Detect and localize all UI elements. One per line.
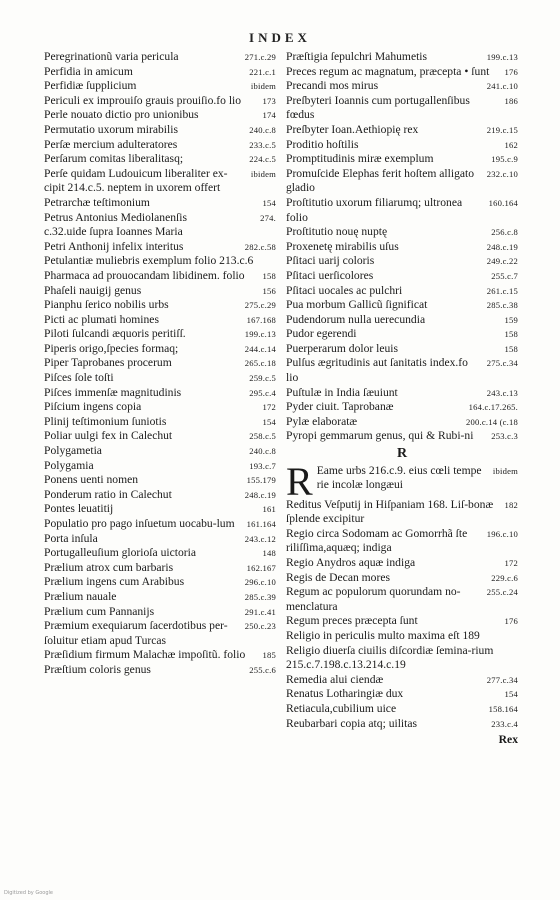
entry-text: Piperis origo,ſpecies formaq;: [44, 341, 179, 355]
entry-text: Polygamia: [44, 458, 94, 472]
index-entry: [286, 254, 518, 269]
entry-page: 253.c.3: [491, 431, 518, 442]
index-entry: [44, 429, 276, 444]
entry-page: 275.c.34: [486, 358, 518, 369]
entry-text: Populatio pro pago inſuetum uocabu-lum: [44, 517, 235, 530]
entry-text: Promuſcide Elephas ferit hoſtem alligato gladio: [286, 166, 475, 195]
entry-text: Perſe quidam Ludouicum liberaliter ex-cipit 214.c.5. neptem in uxorem offert: [44, 166, 228, 195]
entry-text: Preces regum ac magnatum, præcepta • ſunt: [286, 64, 490, 78]
entry-page: 249.c.22: [486, 256, 518, 267]
entry-page: 240.c.8: [249, 446, 276, 457]
entry-text: Pontes leuatitij: [44, 502, 114, 516]
index-entry: [286, 167, 518, 196]
entry-page: 241.c.10: [486, 81, 518, 92]
index-entry: [44, 327, 276, 342]
entry-text: Reubarbari copia atq; uilitas: [286, 716, 418, 730]
entry-page: 261.c.15: [486, 285, 518, 296]
entry-text: Præſidium firmum Malachæ impoſitũ. folio: [44, 648, 246, 662]
entry-text: Proſtitutio nouę nuptę: [286, 225, 388, 239]
entry-page: 243.c.12: [244, 533, 276, 544]
entry-page: 193.c.7: [249, 460, 276, 471]
entry-text: Pua morbum Gallicũ ſignificat: [286, 298, 428, 312]
entry-text: Perſarum comitas liberalitasq;: [44, 152, 184, 166]
index-entry: [44, 211, 276, 226]
entry-text: Religio in periculis multo maxima eſt 189: [286, 628, 480, 642]
index-entry: [44, 532, 276, 547]
entry-page: 243.c.13: [486, 387, 518, 398]
index-entry: [44, 663, 276, 678]
index-entry: [286, 673, 518, 688]
index-entry: [44, 459, 276, 474]
entry-page: 176: [504, 66, 518, 77]
entry-text: Præſtigia ſepulchri Mahumetis: [286, 50, 428, 63]
index-entry: [44, 138, 276, 153]
index-entry: [286, 79, 518, 94]
entry-text: Pharmaca ad prouocandam libidinem. folio: [44, 268, 245, 282]
entry-text: Præmium exequiarum ſacerdotibus per-ſoluitur etiam apud Turcas: [44, 619, 228, 647]
entry-text: Perfidiæ ſupplicium: [44, 79, 137, 93]
entry-text: Preſbyter Ioan.Aethiopię rex: [286, 122, 419, 136]
entry-text: Piloti ſulcandi æquoris peritiſſ.: [44, 327, 186, 341]
entry-text: Prælium cum Pannanijs: [44, 604, 155, 618]
index-entry: [44, 342, 276, 357]
entry-page: 219.c.15: [486, 124, 518, 135]
entry-text: Regum preces præcepta ſunt: [286, 614, 418, 628]
entry-text: Pudendorum nulla uerecundia: [286, 312, 426, 326]
entry-text: Piper Taprobanes procerum: [44, 356, 172, 370]
index-entry: [44, 546, 276, 561]
entry-text: Piſces immenſæ magnitudinis: [44, 385, 182, 399]
entry-text: Prælium ingens cum Arabibus: [44, 575, 185, 589]
entry-page: 172: [262, 402, 276, 413]
entry-text: Promptitudinis miræ exemplum: [286, 152, 434, 166]
entry-page: 195.c.9: [491, 154, 518, 165]
index-entry: [44, 269, 276, 284]
index-entry: [286, 400, 518, 415]
index-entry: [286, 269, 518, 284]
entry-page: 258.c.5: [249, 431, 276, 442]
entry-page: 250.c.23: [244, 621, 276, 632]
entry-page: 233.c.5: [249, 139, 276, 150]
entry-page: 161.164: [246, 519, 276, 529]
index-entry: [44, 108, 276, 123]
entry-page: 158: [262, 270, 276, 281]
entry-page: 154: [262, 197, 276, 208]
index-entry: [44, 575, 276, 590]
index-entry: [44, 298, 276, 313]
index-entry: [286, 498, 518, 527]
entry-text: Pudor egerendi: [286, 327, 357, 341]
entry-page: 232.c.10: [486, 168, 518, 179]
entry-page: 256.c.8: [491, 227, 518, 238]
index-entry: [286, 644, 518, 673]
index-entry: [286, 356, 518, 385]
index-entry: [286, 527, 518, 556]
entry-page: 186: [504, 95, 518, 106]
entry-text: Petrarchæ teſtimonium: [44, 195, 150, 209]
entry-page: 174: [262, 110, 276, 121]
entry-page: 196.c.10: [486, 528, 518, 539]
entry-text: Petulantiæ muliebris exemplum folio 213.c.6: [44, 254, 254, 268]
entry-text: Phaſeli nauigij genus: [44, 283, 142, 297]
entry-text: Pianphu ſerico nobilis urbs: [44, 298, 169, 312]
index-entry: [44, 590, 276, 605]
entry-page: ibidem: [250, 168, 276, 179]
entry-page: 154: [262, 416, 276, 427]
entry-text: Retiacula,cubilium uice: [286, 701, 397, 715]
entry-text: Proditio hoſtilis: [286, 137, 359, 151]
entry-page: 155.179: [246, 475, 276, 486]
entry-text: Proxenetę mirabilis uſus: [286, 239, 399, 253]
entry-text: Pſitaci uerſicolores: [286, 268, 374, 282]
entry-text: Regio circa Sodomam ac Gomorrhã ſte riliſſima,aquæq; indiga: [286, 526, 468, 555]
index-entry: [44, 473, 276, 488]
index-entry: [44, 167, 276, 196]
entry-page: ibidem: [492, 465, 518, 476]
index-entry: [286, 386, 518, 401]
entry-text: Ponderum ratio in Calechut: [44, 487, 172, 501]
entry-page: 277.c.34: [486, 674, 518, 685]
entry-text: Religio diuerſa ciuilis diſcordiæ ſemina-rium 215.c.7.198.c.13.214.c.19: [286, 643, 494, 672]
entry-page: 199.c.13: [486, 52, 518, 62]
entry-text: Renatus Lotharingiæ dux: [286, 687, 404, 701]
entry-page: 271.c.29: [244, 52, 276, 62]
index-entry: [286, 629, 518, 644]
entry-text: Pſitaci uarij coloris: [286, 254, 375, 268]
entry-page: 295.c.4: [249, 387, 276, 398]
p-entries-list: [286, 50, 518, 444]
entry-page: 176: [504, 616, 518, 627]
entry-page: 164.c.17.265.: [468, 402, 518, 413]
entry-text: Regis de Decan mores: [286, 570, 390, 584]
r-entries-list: [286, 498, 518, 732]
entry-text: Petri Anthonij infelix interitus: [44, 239, 184, 253]
entry-text: Peregrinationũ varia pericula: [44, 50, 179, 63]
entry-text: Precandi mos mirus: [286, 79, 379, 93]
entry-text: Remedia alui ciendæ: [286, 672, 384, 686]
index-entry: [44, 123, 276, 138]
entry-text: Perfidia in amicum: [44, 64, 133, 78]
entry-text: Perſæ mercium adulteratores: [44, 137, 178, 151]
index-entry: [286, 717, 518, 732]
entry-page: 255.c.6: [249, 664, 276, 675]
entry-text: Pyropi gemmarum genus, qui & Rubi-ni: [286, 429, 474, 443]
entry-page: 154: [504, 689, 518, 700]
index-entry: [44, 240, 276, 255]
index-entry: [286, 138, 518, 153]
index-entry: [286, 342, 518, 357]
index-entry: [44, 284, 276, 299]
index-entry: [44, 561, 276, 576]
index-entry: [44, 225, 276, 240]
index-entry: [44, 371, 276, 386]
entry-page: 296.c.10: [244, 577, 276, 588]
entry-text: Prælium atrox cum barbaris: [44, 560, 174, 574]
entry-text: Poliar uulgi fex in Calechut: [44, 429, 173, 443]
entry-page: 172: [504, 558, 518, 568]
index-entry-first-r: [286, 458, 518, 504]
entry-page: 244.c.14: [244, 343, 276, 354]
entry-page: 259.c.5: [249, 373, 276, 384]
entry-text: Piſces ſole toſti: [44, 371, 114, 385]
entry-page: 182: [504, 499, 518, 510]
index-entry: [44, 313, 276, 328]
index-entry: [286, 94, 518, 123]
index-entry: [286, 284, 518, 299]
entry-text: Prælium nauale: [44, 589, 117, 603]
index-entry: [286, 556, 518, 571]
entry-page: 248.c.19: [486, 241, 518, 252]
entry-page: 240.c.8: [249, 124, 276, 135]
entry-page: 167.168: [246, 314, 276, 325]
entry-text: Portugalleuſium glorioſa uictoria: [44, 546, 196, 560]
entry-page: 285.c.38: [486, 300, 518, 311]
index-entry: [44, 648, 276, 663]
entry-page: 160.164: [488, 197, 518, 208]
entry-page: 285.c.39: [244, 591, 276, 602]
index-entry: [44, 254, 276, 269]
index-entry: [44, 400, 276, 415]
index-entry: [286, 152, 518, 167]
entry-text: c.32.uide ſupra Ioannes Maria: [44, 225, 183, 239]
entry-page: 161: [262, 504, 276, 515]
entry-page: 158: [504, 329, 518, 340]
entry-text: Perle nouato dictio pro unionibus: [44, 108, 199, 122]
index-entry: [286, 571, 518, 586]
index-entry: [286, 614, 518, 629]
entry-page: 158: [504, 343, 518, 354]
index-entry: [44, 605, 276, 620]
index-entry: [44, 488, 276, 503]
index-entry: [286, 585, 518, 614]
section-letter: R: [396, 446, 408, 462]
entry-page: 199.c.13: [244, 329, 276, 340]
entry-text: Piſcium ingens copia: [44, 400, 142, 414]
entry-page: 282.c.58: [244, 241, 276, 252]
entry-text: Proſtitutio uxorum filiarumq; ultronea folio: [286, 195, 463, 224]
drop-cap: R: [286, 458, 313, 504]
entry-page: 275.c.29: [244, 300, 276, 311]
index-entry: [44, 444, 276, 459]
entry-text: Regio Anydros aquæ indiga: [286, 556, 416, 569]
index-entry: [44, 415, 276, 430]
index-entry: [44, 502, 276, 517]
entry-text: Pyder ciuit. Taprobanæ: [286, 400, 394, 414]
index-entry: [286, 123, 518, 138]
index-entry: [286, 313, 518, 328]
entry-text: Periculi ex improuiſo grauis prouiſio.fo lio: [44, 93, 242, 107]
index-entry: [286, 702, 518, 717]
index-entry: [44, 386, 276, 401]
index-entry: [286, 196, 518, 225]
entry-page: 255.c.24: [486, 587, 518, 598]
entry-page: 221.c.1: [249, 66, 276, 77]
index-entry: [286, 687, 518, 702]
index-entry: [286, 415, 518, 430]
right-column: [286, 50, 518, 748]
entry-page: 158.164: [488, 703, 518, 714]
index-entry: [44, 152, 276, 167]
entry-text: Pulſus ægritudinis aut ſanitatis index.fo lio: [286, 356, 468, 385]
entry-text: Picti ac plumati homines: [44, 312, 159, 326]
index-entry: [286, 240, 518, 255]
index-entry: [286, 50, 518, 65]
index-entry: [286, 65, 518, 80]
entry-page: 229.c.6: [491, 572, 518, 583]
entry-text: Petrus Antonius Mediolanenſis: [44, 210, 187, 224]
index-entry: [44, 50, 276, 65]
index-entry: [286, 327, 518, 342]
entry-page: 224.c.5: [249, 154, 276, 165]
entry-page: 162.167: [246, 562, 276, 573]
entry-text: Ponens uenti nomen: [44, 473, 139, 487]
entry-text: Reditus Veſputij in Hiſpaniam 168. Liſ-bonæ ſplende excipitur: [286, 497, 494, 526]
index-entry: [44, 65, 276, 80]
index-entry: [44, 517, 276, 532]
footer-watermark: Digitized by Google: [4, 890, 53, 896]
entry-page: 265.c.18: [244, 358, 276, 369]
index-entry: [286, 298, 518, 313]
entry-text: Puerperarum dolor leuis: [286, 341, 399, 355]
index-entry: [44, 79, 276, 94]
entry-page: ibidem: [250, 81, 276, 92]
entry-text: Permutatio uxorum mirabilis: [44, 122, 178, 136]
entry-page: 156: [262, 285, 276, 296]
entry-page: 291.c.41: [244, 606, 276, 617]
index-entry: [286, 429, 518, 444]
entry-text: Præſtium coloris genus: [44, 662, 151, 676]
index-entry: [44, 196, 276, 211]
index-entry: [286, 225, 518, 240]
entry-text: Pylæ elaboratæ: [286, 414, 358, 428]
entry-page: 274.: [260, 212, 276, 223]
entry-text: Preſbyteri Ioannis cum portugallenſibus fœdus: [286, 93, 470, 122]
page-header: INDEX: [249, 30, 311, 45]
index-entry: [44, 356, 276, 371]
entry-text: Regum ac populorum quorundam no-menclatura: [286, 585, 461, 613]
entry-page: 162: [504, 139, 518, 150]
entry-page: 185: [262, 650, 276, 661]
index-entry: [44, 94, 276, 109]
entry-page: 159: [504, 314, 518, 325]
entry-text: Eame urbs 216.c.9. eius cœli tempe rie incolæ longæui: [316, 463, 482, 492]
entry-text: Pſitaci uocales ac pulchri: [286, 283, 403, 297]
left-column: [44, 50, 276, 678]
entry-page: 148: [262, 548, 276, 559]
entry-text: Puſtulæ in India ſæuiunt: [286, 385, 398, 399]
catchword: Rex: [498, 733, 518, 747]
index-entry: [44, 619, 276, 648]
entry-text: Polygametia: [44, 444, 102, 458]
entry-page: 248.c.19: [244, 489, 276, 500]
entry-text: Plinij teſtimonium ſuniotis: [44, 414, 167, 428]
entry-page: 255.c.7: [491, 270, 518, 281]
entry-page: 200.c.14 (c.18: [466, 416, 518, 427]
entry-page: 173: [262, 95, 276, 106]
entry-page: 233.c.4: [491, 718, 518, 729]
entry-text: Porta inſula: [44, 531, 98, 545]
